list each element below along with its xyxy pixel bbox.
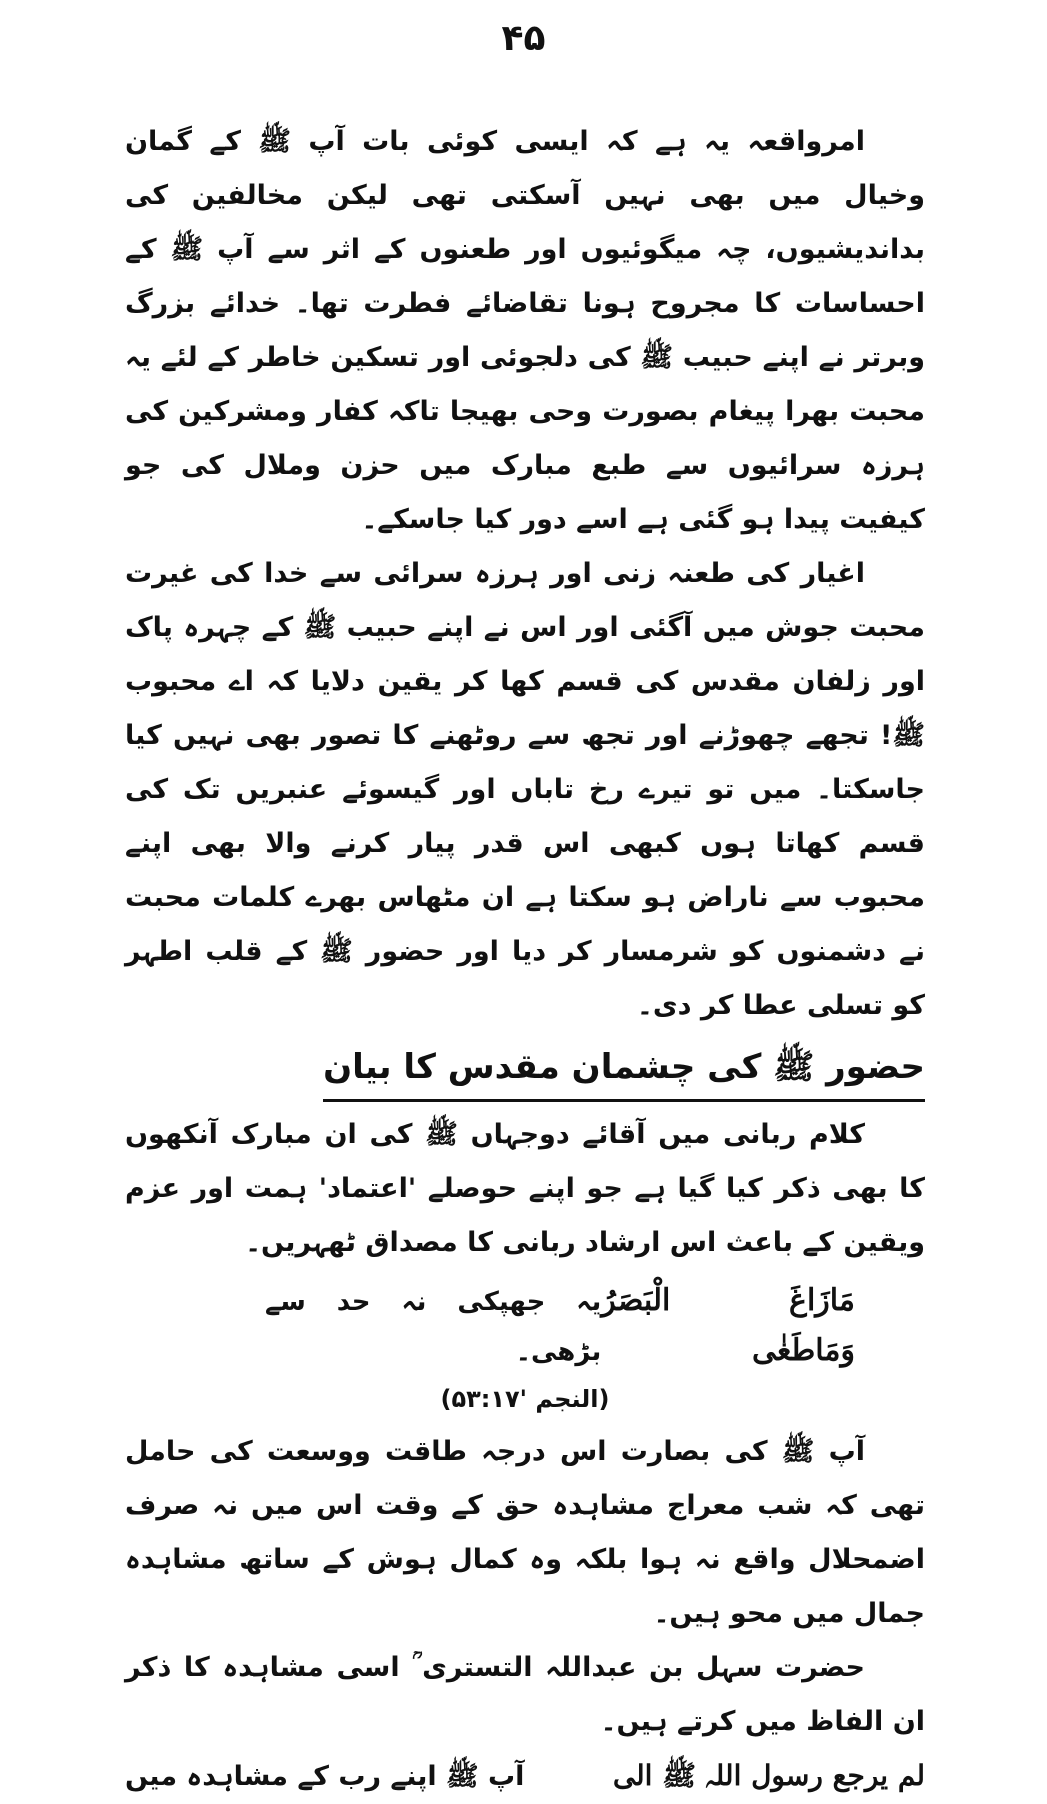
page-number: ۴۵ [501, 18, 546, 59]
paragraph-1: امرواقعہ یہ ہے کہ ایسی کوئی بات آپ ﷺ کے گمان وخیال میں بھی نہیں آسکتی تھی لیکن مخالفین کی بداندیشیوں، چہ میگوئیوں اور طعنوں کے اثر سے آپ ﷺ کے احساسات کا مجروح ہونا تقاضائے فطرت تھا۔ خدائے بزرگ وبرتر نے اپنے حبیب ﷺ کی دلجوئی اور تسکین خاطر کے لئے یہ محبت بھرا پیغام بصورت وحی بھیجا تاکہ کفار ومشرکین کی ہرزہ سرائیوں سے طبع مبارک میں حزن وملال کی جو کیفیت پیدا ہو گئی ہے اسے دور کیا جاسکے۔ [125, 126, 925, 535]
final-line [125, 1749, 925, 1804]
page-content [125, 115, 925, 1804]
verse-arabic: مَازَاغَ الْبَصَرُ وَمَاطَغٰی [601, 1283, 855, 1368]
verse-translation: یہ جھپکی نہ حد سے بڑھی۔ [265, 1287, 602, 1367]
final-line-arabic: لم یرجع رسول اللہ ﷺ الی [612, 1759, 925, 1792]
verse-reference: (النجم '۵۳:۱۷) [440, 1385, 610, 1413]
section-heading-wrap [125, 1037, 925, 1102]
quote-intro: حضرت سہل بن عبداللہ التستری ؒ اسی مشاہدہ کا ذکر ان الفاظ میں کرتے ہیں۔ [125, 1652, 925, 1737]
paragraph-2: اغیار کی طعنہ زنی اور ہرزہ سرائی سے خدا کی غیرت محبت جوش میں آگئی اور اس نے اپنے حبیب ﷺ کے چہرہ پاک اور زلفان مقدس کی قسم کھا کر یقین دلایا کہ اے محبوب ﷺ! تجھے چھوڑنے اور تجھ سے روٹھنے کا تصور بھی نہیں کیا جاسکتا۔ میں تو تیرے رخ تاباں اور گیسوئے عنبریں تک کی قسم کھاتا ہوں کبھی اس قدر پیار کرنے والا بھی اپنے محبوب سے ناراض ہو سکتا ہے ان مٹھاس بھرے کلمات محبت نے دشمنوں کو شرمسار کر دیا اور حضور ﷺ کے قلب اطہر کو تسلی عطا کر دی۔ [125, 558, 925, 1021]
quran-verse [125, 1276, 925, 1377]
final-line-urdu: آپ ﷺ اپنے رب کے مشاہدہ میں [125, 1761, 525, 1792]
section-heading: حضور ﷺ کی چشمان مقدس کا بیان [323, 1037, 925, 1102]
after-verse-paragraph: آپ ﷺ کی بصارت اس درجہ طاقت ووسعت کی حامل تھی کہ شب معراج مشاہدہ حق کے وقت اس میں نہ صرف اضمحلال واقع نہ ہوا بلکہ وہ کمال ہوش کے ساتھ مشاہدہ جمال میں محو ہیں۔ [125, 1436, 925, 1629]
section-paragraph: کلام ربانی میں آقائے دوجہاں ﷺ کی ان مبارک آنکھوں کا بھی ذکر کیا گیا ہے جو اپنے حوصلے 'اعتماد' ہمت اور عزم ویقین کے باعث اس ارشاد ربانی کا مصداق ٹھہریں۔ [125, 1119, 925, 1258]
